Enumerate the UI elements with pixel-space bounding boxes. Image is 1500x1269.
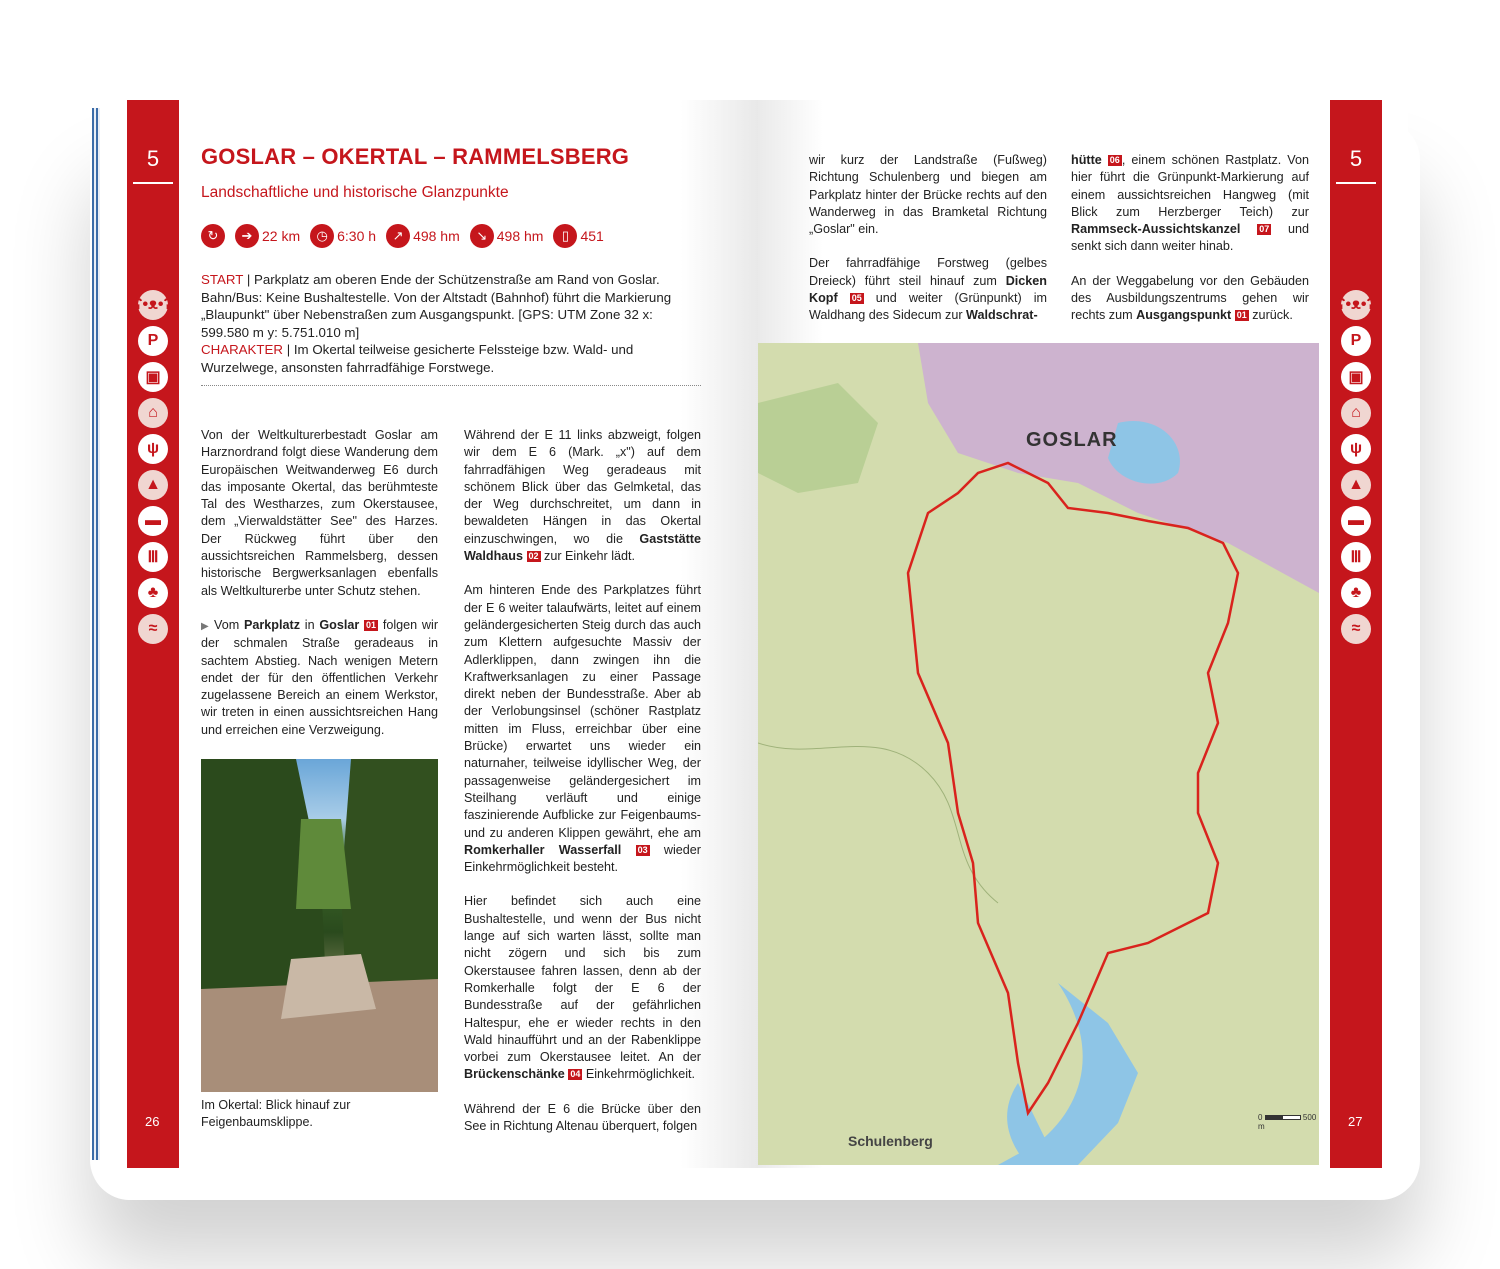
tour-title: GOSLAR – OKERTAL – RAMMELSBERG [201,144,630,169]
museum-icon: Ⅲ [138,542,168,572]
waypoint-badge: 02 [528,551,539,562]
peak-icon: ▲ [138,470,168,500]
restaurant-icon: ψ [1341,434,1371,464]
stat-distance [235,224,300,248]
route-paragraph-6: wir kurz der Landstraße (Fußweg) Richtung Schulenberg und biegen am Parkplatz hinter der Brücke rechts auf den Wanderweg in das Bramketal Richtung „Goslar" ein. [809,153,1047,237]
tour-subtitle: Landschaftliche und historische Glanzpunkte [201,184,509,201]
stat-phone-value: 451 [580,228,604,244]
left-column-1 [201,427,438,756]
museum-icon: Ⅲ [1341,542,1371,572]
intro-paragraph: Von der Weltkulturerbestadt Goslar am Harznordrand folgt diese Wanderung dem Europäischen Weitwanderweg E6 durch das imposante Okertal, das berühmteste Tal des Westharzes, zum Okerstausee, dem „Vierwaldstätter See" des Harzes. Der Rückweg führt über den aussichtsreichen Rammelsberg, dessen historische Bergwerksanlagen ebenfalls als Weltkulturerbe unter Schutz stehen. [201,428,438,598]
map-town-label: Schulenberg [848,1133,933,1149]
bed-icon: ▬ [1341,506,1371,536]
play-icon: ▶ [201,620,215,632]
bear-icon: ʕ•ᴥ•ʔ [1341,290,1371,320]
cable-car-icon: ⌂ [138,398,168,428]
tour-stats [201,224,604,248]
dotted-divider [201,385,701,386]
stat-distance-value: 22 km [262,228,301,244]
waypoint-badge: 01 [366,619,377,630]
bed-icon: ▬ [138,506,168,536]
stat-descent-value: 498 hm [496,228,544,244]
stat-duration [310,224,376,248]
stat-phone [553,224,603,248]
left-column-2 [464,427,701,1152]
right-column-1 [809,152,1047,342]
charakter-label: CHARAKTER [201,342,284,357]
map-graphic [758,343,1319,1165]
waypoint-badge: 06 [1109,155,1120,165]
page-number-right: 27 [1348,1114,1363,1129]
parking-icon: P [1341,326,1371,356]
tree-icon: ♣ [1341,578,1371,608]
waypoint-badge: 07 [1259,224,1270,235]
route-map [758,343,1319,1165]
peak-icon: ▲ [1341,470,1371,500]
map-scale-bar [1258,1113,1319,1131]
waypoint-badge: 04 [570,1069,581,1080]
tab-divider [1336,182,1376,184]
loop-icon: ↻ [201,224,225,248]
chapter-number: 5 [146,146,160,171]
ascent-icon: ↗ [386,224,410,248]
start-text: | Parkplatz am oberen Ende der Schützenstraße am Rand von Goslar. Bahn/Bus: Keine Bushaltestelle. Von der Altstadt (Bahnhof) führt die Markierung „Blaupunkt" über Nebenstraßen zum Ausgangspunkt. [GPS: UTM Zone 32 x: 599.580 m y: 5.751.010 m] [201,272,672,340]
swim-icon: ≈ [1341,614,1371,644]
tree-icon: ♣ [138,578,168,608]
tab-divider [133,182,173,184]
page-number-left: 26 [145,1114,160,1129]
bus-icon: ▣ [1341,362,1371,392]
swim-icon: ≈ [138,614,168,644]
map-city-label: GOSLAR [1026,429,1118,451]
tour-info [201,271,701,376]
cable-car-icon: ⌂ [1341,398,1371,428]
chapter-number: 5 [1349,146,1363,171]
waypoint-badge: 01 [1236,310,1247,321]
scale-graphic [1265,1115,1301,1120]
bus-icon: ▣ [138,362,168,392]
bear-icon: ʕ•ᴥ•ʔ [138,290,168,320]
scale-zero: 0 [1258,1113,1263,1122]
route-paragraph-8: hütte 06 , einem schönen Rastplatz. Von hier führt die Grünpunkt-Markierung auf einem aussichtsreichen Hangweg (mit Blick zum Herzberger Teich) zur Rammseck-Aussichtskanzel 07 und senkt sich dann weiter hinab. [1071,153,1309,254]
distance-icon: ➔ [235,224,259,248]
stat-descent [470,224,544,248]
route-paragraph-3: Am hinteren Ende des Parkplatzes führt der E 6 weiter talaufwärts, leitet auf einem geländergesicherten Steig durch das auch zum Klettern aufgesuchte Massiv der Adlerklippen, dann zwingen ihn die Kraftwerksanlagen zu einer Passage direkt neben der Bundesstraße. Aber ab der Verlobungsinsel (schöner Rastplatz mitten im Fluss, erreichbar über eine Brücke) erwartet uns wieder ein naturnaher, teilweise idyllischer Weg, der passagenweise geländergesichert im Steilhang verläuft und einige faszinierende Aufblicke zur Feigenbaums- und zu anderen Klippen gewährt, ehe am Romkerhaller Wasserfall 03 wieder Einkehrmöglichkeit besteht. [464,583,701,875]
right-column-2 [1071,152,1309,342]
descent-icon: ↘ [470,224,494,248]
okertal-photo [201,759,438,1092]
route-paragraph-4: Hier befindet sich auch eine Bushaltestelle, und wenn der Bus nicht lange auf sich warten lässt, sollte man nicht zögern und sich bis zum Okerstausee fahren lassen, denn ab der Romkerhalle folgt der E 6 der Bundesstraße auf der gefährlichen Haltespur, ehe er wieder rechts in den Wald hinaufführt und an der Rabenklippe vorbei zum Okerstausee leitet. An der Brückenschänke 04 Einkehrmöglichkeit. [464,894,701,1082]
waypoint-badge: 05 [851,293,862,304]
clock-icon: ◷ [310,224,334,248]
route-paragraph-2: Während der E 11 links abzweigt, folgen wir dem E 6 (Mark. „x") auf dem fahrradfähigen Weg geradeaus mit schönem Blick über das Gelmketal, das der Weg durchschreitet, um dann in bewaldeten Hängen in das Okertal einzuschwingen, wo die Gaststätte Waldhaus 02 zur Einkehr lädt. [464,428,701,564]
restaurant-icon: ψ [138,434,168,464]
route-paragraph-9: An der Weggabelung vor den Gebäuden des Ausbildungszentrums gehen wir rechts zum Ausgangspunkt 01 zurück. [1071,273,1309,323]
parking-icon: P [138,326,168,356]
route-paragraph-1: ▶ Vom Parkplatz in Goslar 01 folgen wir der schmalen Straße geradeaus in sachtem Abstieg. Nach wenigen Metern endet der für den öffentlichen Verkehr zugelassene Bereich an einem Werkstor, wir treten in einen aussichtsreichen Hang und erreichen eine Verzweigung. [201,617,439,737]
stat-duration-value: 6:30 h [337,228,377,244]
waypoint-badge: 03 [637,844,648,855]
photo-caption: Im Okertal: Blick hinauf zur Feigenbaumsklippe. [201,1098,351,1129]
stat-loop [201,224,225,248]
stat-ascent [386,224,460,248]
stat-ascent-value: 498 hm [413,228,460,244]
charakter-text: | Im Okertal teilweise gesicherte Felssteige bzw. Wald- und Wurzelwege, ansonsten fahrradfähige Forstwege. [201,342,634,375]
phone-icon: ▯ [553,224,577,248]
start-label: START [201,272,244,287]
route-paragraph-5: Während der E 6 die Brücke über den See in Richtung Altenau überquert, folgen [464,1101,701,1133]
route-paragraph-7: Der fahrradfähige Forstweg (gelbes Dreieck) führt steil hinauf zum Dicken Kopf 05 und weiter (Grünpunkt) im Waldhang des Sidecum zur Waldschrat- [809,256,1047,323]
scale-label: 500 m [1258,1113,1317,1131]
